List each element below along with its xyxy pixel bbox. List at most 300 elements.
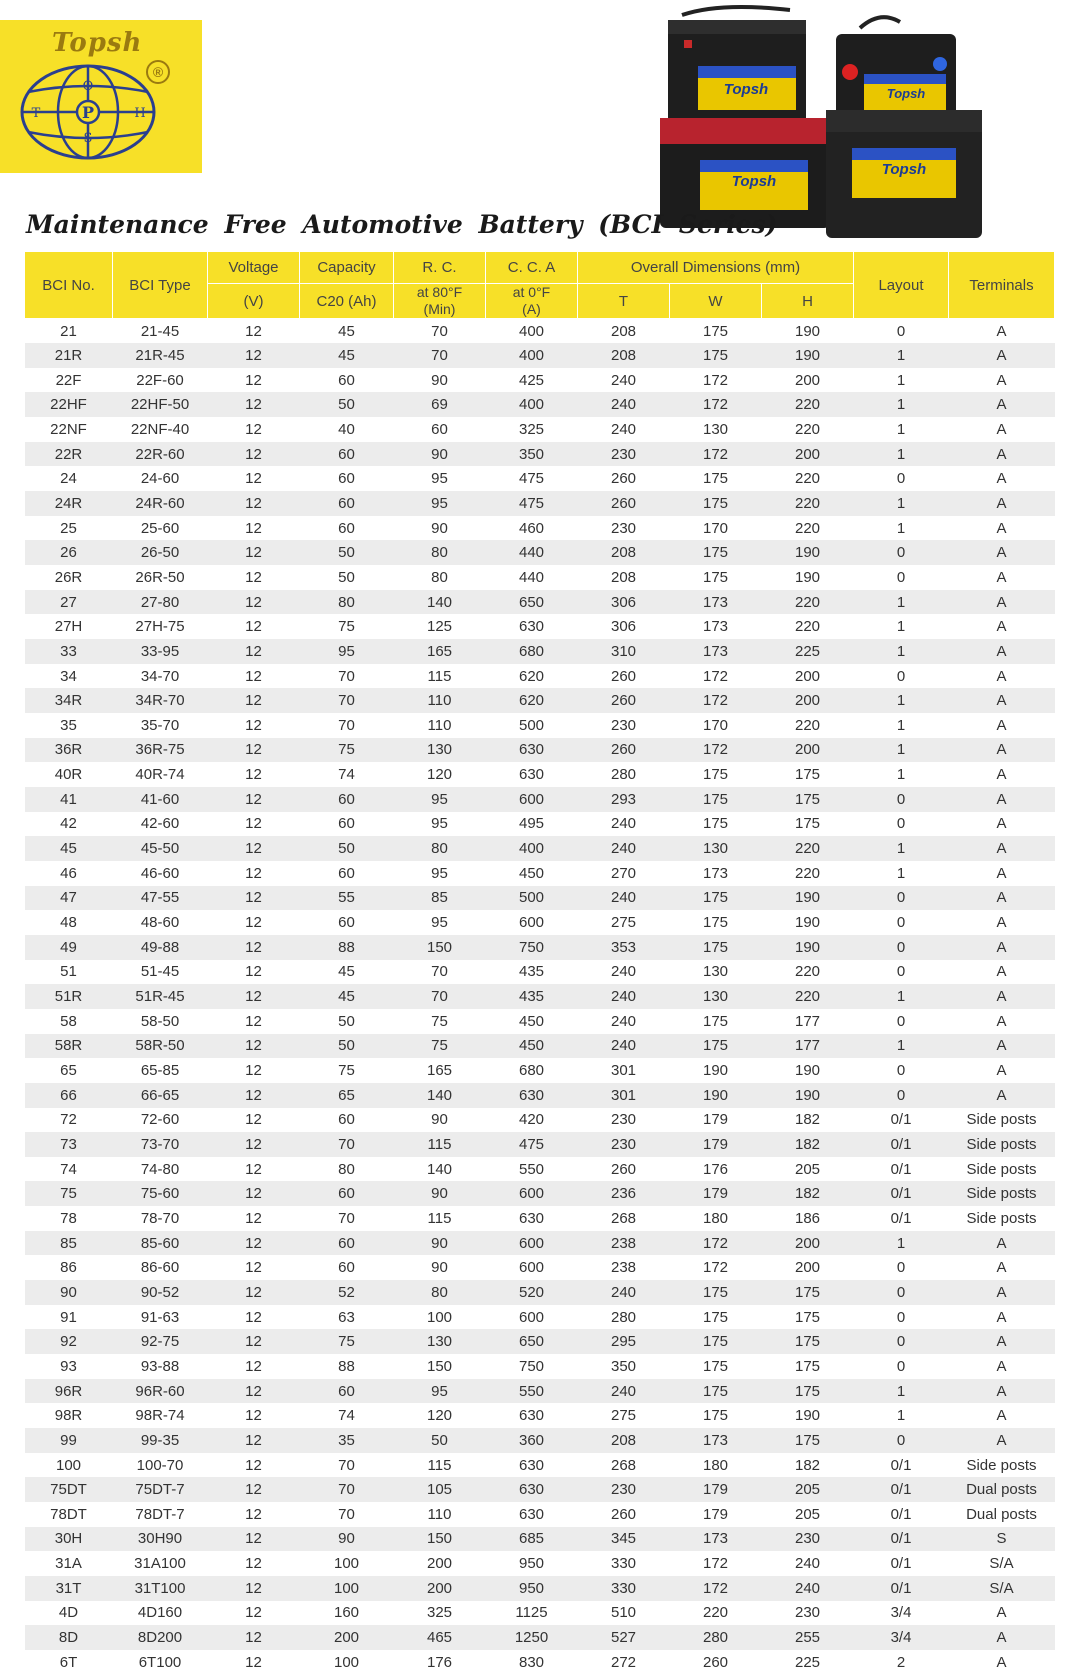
cell-dim-t: 208	[578, 343, 670, 368]
cell-dim-t: 272	[578, 1650, 670, 1675]
table-row	[25, 1009, 1055, 1034]
cell-layout: 0	[854, 1428, 949, 1453]
table-row	[25, 1280, 1055, 1305]
cell-bci-type: 45-50	[113, 836, 208, 861]
cell-voltage: 12	[208, 639, 300, 664]
table-row	[25, 565, 1055, 590]
cell-dim-w: 179	[670, 1108, 762, 1133]
cell-capacity: 70	[300, 1206, 394, 1231]
cell-dim-h: 240	[762, 1576, 854, 1601]
cell-rc: 70	[394, 960, 486, 985]
cell-terminals: A	[949, 812, 1055, 837]
cell-bci-type: 40R-74	[113, 762, 208, 787]
cell-bci-type: 30H90	[113, 1527, 208, 1552]
cell-cca: 450	[486, 1034, 578, 1059]
cell-dim-t: 280	[578, 762, 670, 787]
cell-layout: 0	[854, 1058, 949, 1083]
cell-terminals: Side posts	[949, 1453, 1055, 1478]
cell-bci-type: 93-88	[113, 1354, 208, 1379]
cell-terminals: A	[949, 984, 1055, 1009]
cell-voltage: 12	[208, 1034, 300, 1059]
cell-dim-w: 172	[670, 368, 762, 393]
cell-rc: 85	[394, 886, 486, 911]
cell-cca: 440	[486, 565, 578, 590]
cell-voltage: 12	[208, 713, 300, 738]
cell-dim-t: 208	[578, 319, 670, 344]
table-row	[25, 516, 1055, 541]
cell-terminals: A	[949, 565, 1055, 590]
cell-capacity: 95	[300, 639, 394, 664]
cell-dim-h: 225	[762, 639, 854, 664]
cell-voltage: 12	[208, 664, 300, 689]
cell-bci-no: 72	[25, 1108, 113, 1133]
cell-rc: 95	[394, 812, 486, 837]
col-header-bci-no: BCI No.	[25, 252, 113, 319]
cell-terminals: Dual posts	[949, 1477, 1055, 1502]
cell-dim-t: 260	[578, 466, 670, 491]
globe-letter: P	[81, 103, 95, 122]
cell-cca: 750	[486, 935, 578, 960]
cell-rc: 90	[394, 1108, 486, 1133]
cell-bci-no: 24R	[25, 491, 113, 516]
cell-bci-type: 25-60	[113, 516, 208, 541]
cell-layout: 0/1	[854, 1477, 949, 1502]
cell-dim-w: 172	[670, 738, 762, 763]
cell-bci-no: 51R	[25, 984, 113, 1009]
cell-capacity: 35	[300, 1428, 394, 1453]
cell-cca: 830	[486, 1650, 578, 1675]
cell-dim-w: 175	[670, 935, 762, 960]
cell-dim-t: 270	[578, 861, 670, 886]
cell-capacity: 70	[300, 664, 394, 689]
cell-layout: 0	[854, 1083, 949, 1108]
cell-dim-t: 240	[578, 1379, 670, 1404]
cell-bci-type: 31T100	[113, 1576, 208, 1601]
cell-voltage: 12	[208, 417, 300, 442]
cell-capacity: 75	[300, 1058, 394, 1083]
cell-dim-t: 260	[578, 1157, 670, 1182]
cell-voltage: 12	[208, 442, 300, 467]
cell-voltage: 12	[208, 1329, 300, 1354]
cell-rc: 95	[394, 466, 486, 491]
cell-layout: 0	[854, 812, 949, 837]
cell-voltage: 12	[208, 787, 300, 812]
cell-dim-h: 220	[762, 491, 854, 516]
cell-dim-w: 173	[670, 614, 762, 639]
cell-dim-w: 130	[670, 960, 762, 985]
cell-dim-w: 172	[670, 1255, 762, 1280]
cell-rc: 110	[394, 713, 486, 738]
cell-dim-h: 220	[762, 590, 854, 615]
cell-bci-type: 24R-60	[113, 491, 208, 516]
cell-dim-h: 200	[762, 1231, 854, 1256]
cell-terminals: A	[949, 343, 1055, 368]
cell-bci-type: 91-63	[113, 1305, 208, 1330]
cell-cca: 630	[486, 1083, 578, 1108]
cell-voltage: 12	[208, 368, 300, 393]
cell-dim-t: 208	[578, 540, 670, 565]
cell-dim-w: 260	[670, 1650, 762, 1675]
cell-voltage: 12	[208, 1354, 300, 1379]
cell-dim-w: 173	[670, 1527, 762, 1552]
cell-dim-h: 225	[762, 1650, 854, 1675]
cell-cca: 440	[486, 540, 578, 565]
table-row	[25, 1403, 1055, 1428]
cell-cca: 750	[486, 1354, 578, 1379]
cell-dim-h: 175	[762, 1354, 854, 1379]
cell-cca: 400	[486, 319, 578, 344]
cell-cca: 360	[486, 1428, 578, 1453]
cell-layout: 0	[854, 565, 949, 590]
globe-letter: H	[134, 106, 146, 121]
cell-dim-t: 240	[578, 392, 670, 417]
cell-voltage: 12	[208, 1601, 300, 1626]
cell-terminals: A	[949, 762, 1055, 787]
cell-capacity: 45	[300, 343, 394, 368]
cell-dim-h: 200	[762, 442, 854, 467]
table-row	[25, 688, 1055, 713]
cell-dim-h: 175	[762, 1305, 854, 1330]
cell-bci-no: 30H	[25, 1527, 113, 1552]
cell-bci-no: 91	[25, 1305, 113, 1330]
cell-dim-w: 175	[670, 343, 762, 368]
cell-voltage: 12	[208, 886, 300, 911]
cell-layout: 1	[854, 688, 949, 713]
cell-layout: 1	[854, 442, 949, 467]
cell-bci-no: 58R	[25, 1034, 113, 1059]
cell-terminals: A	[949, 688, 1055, 713]
cell-bci-type: 34-70	[113, 664, 208, 689]
cell-capacity: 74	[300, 1403, 394, 1428]
cell-cca: 630	[486, 614, 578, 639]
cell-capacity: 60	[300, 1255, 394, 1280]
cell-layout: 0	[854, 1255, 949, 1280]
col-header-bci-type: BCI Type	[113, 252, 208, 319]
cell-dim-t: 527	[578, 1625, 670, 1650]
cell-dim-w: 180	[670, 1206, 762, 1231]
cell-capacity: 70	[300, 1453, 394, 1478]
cell-cca: 630	[486, 1453, 578, 1478]
cell-voltage: 12	[208, 1379, 300, 1404]
col-header-capacity: Capacity	[300, 252, 394, 284]
cell-cca: 325	[486, 417, 578, 442]
table-row	[25, 1650, 1055, 1675]
cell-voltage: 12	[208, 1477, 300, 1502]
cell-rc: 200	[394, 1576, 486, 1601]
cell-cca: 685	[486, 1527, 578, 1552]
cell-layout: 0/1	[854, 1502, 949, 1527]
cell-dim-t: 240	[578, 886, 670, 911]
cell-voltage: 12	[208, 1083, 300, 1108]
cell-terminals: A	[949, 1034, 1055, 1059]
cell-voltage: 12	[208, 1576, 300, 1601]
cell-dim-h: 190	[762, 935, 854, 960]
cell-terminals: A	[949, 1379, 1055, 1404]
cell-voltage: 12	[208, 1206, 300, 1231]
cell-rc: 90	[394, 1231, 486, 1256]
cell-terminals: A	[949, 910, 1055, 935]
cell-dim-w: 173	[670, 590, 762, 615]
cell-rc: 50	[394, 1428, 486, 1453]
cell-dim-t: 240	[578, 1009, 670, 1034]
cell-cca: 500	[486, 713, 578, 738]
globe-letter: T	[31, 106, 41, 121]
cell-layout: 1	[854, 417, 949, 442]
cell-rc: 90	[394, 368, 486, 393]
cell-cca: 450	[486, 861, 578, 886]
cell-dim-w: 172	[670, 1576, 762, 1601]
cell-terminals: A	[949, 442, 1055, 467]
cell-layout: 0/1	[854, 1576, 949, 1601]
cell-voltage: 12	[208, 812, 300, 837]
cell-terminals: A	[949, 738, 1055, 763]
cell-bci-type: 72-60	[113, 1108, 208, 1133]
cell-rc: 80	[394, 1280, 486, 1305]
cell-terminals: A	[949, 1255, 1055, 1280]
cell-dim-t: 275	[578, 910, 670, 935]
cell-bci-no: 36R	[25, 738, 113, 763]
cell-bci-type: 34R-70	[113, 688, 208, 713]
table-row	[25, 319, 1055, 344]
cell-terminals: A	[949, 1601, 1055, 1626]
cell-bci-type: 22HF-50	[113, 392, 208, 417]
cell-cca: 550	[486, 1379, 578, 1404]
cell-dim-h: 190	[762, 1403, 854, 1428]
cell-cca: 435	[486, 960, 578, 985]
cell-dim-w: 175	[670, 1403, 762, 1428]
cell-capacity: 52	[300, 1280, 394, 1305]
cell-rc: 130	[394, 738, 486, 763]
cell-dim-h: 200	[762, 664, 854, 689]
cell-dim-h: 175	[762, 1428, 854, 1453]
cell-capacity: 70	[300, 688, 394, 713]
cell-capacity: 60	[300, 516, 394, 541]
cell-dim-t: 230	[578, 442, 670, 467]
col-unit-cca-line2: (A)	[522, 301, 541, 317]
cell-terminals: Dual posts	[949, 1502, 1055, 1527]
cell-rc: 69	[394, 392, 486, 417]
table-row	[25, 1108, 1055, 1133]
table-row	[25, 343, 1055, 368]
cell-rc: 140	[394, 1083, 486, 1108]
cell-dim-w: 175	[670, 466, 762, 491]
cell-layout: 1	[854, 861, 949, 886]
battery-label: Topsh	[731, 173, 777, 190]
cell-dim-h: 186	[762, 1206, 854, 1231]
cell-dim-w: 130	[670, 984, 762, 1009]
cell-dim-w: 175	[670, 1305, 762, 1330]
cell-terminals: S/A	[949, 1576, 1055, 1601]
globe-letter: S	[83, 131, 93, 146]
cell-voltage: 12	[208, 688, 300, 713]
cell-bci-no: 26	[25, 540, 113, 565]
table-row	[25, 1527, 1055, 1552]
table-row	[25, 935, 1055, 960]
cell-bci-type: 22F-60	[113, 368, 208, 393]
cell-bci-type: 58-50	[113, 1009, 208, 1034]
cell-rc: 115	[394, 664, 486, 689]
table-row	[25, 713, 1055, 738]
cell-cca: 650	[486, 590, 578, 615]
cell-bci-no: 49	[25, 935, 113, 960]
cell-rc: 90	[394, 1255, 486, 1280]
cell-dim-t: 230	[578, 1477, 670, 1502]
cell-dim-h: 182	[762, 1453, 854, 1478]
table-row	[25, 1305, 1055, 1330]
table-row	[25, 540, 1055, 565]
cell-terminals: A	[949, 1625, 1055, 1650]
col-unit-rc-line2: (Min)	[423, 301, 456, 317]
cell-voltage: 12	[208, 540, 300, 565]
cell-rc: 60	[394, 417, 486, 442]
cell-cca: 630	[486, 1403, 578, 1428]
cell-dim-t: 240	[578, 1280, 670, 1305]
cell-voltage: 12	[208, 343, 300, 368]
cell-dim-t: 306	[578, 590, 670, 615]
cell-capacity: 75	[300, 1329, 394, 1354]
cell-bci-type: 48-60	[113, 910, 208, 935]
cell-bci-no: 27H	[25, 614, 113, 639]
cell-cca: 500	[486, 886, 578, 911]
cell-bci-no: 35	[25, 713, 113, 738]
cell-rc: 176	[394, 1650, 486, 1675]
cell-cca: 630	[486, 762, 578, 787]
cell-voltage: 12	[208, 1551, 300, 1576]
cell-dim-t: 240	[578, 960, 670, 985]
cell-bci-no: 99	[25, 1428, 113, 1453]
cell-cca: 650	[486, 1329, 578, 1354]
cell-cca: 600	[486, 1255, 578, 1280]
cell-voltage: 12	[208, 1181, 300, 1206]
cell-dim-h: 220	[762, 960, 854, 985]
cell-layout: 0	[854, 910, 949, 935]
cell-rc: 200	[394, 1551, 486, 1576]
cell-rc: 90	[394, 442, 486, 467]
cell-cca: 495	[486, 812, 578, 837]
cell-bci-no: 31T	[25, 1576, 113, 1601]
cell-bci-type: 85-60	[113, 1231, 208, 1256]
table-row	[25, 886, 1055, 911]
table-row	[25, 466, 1055, 491]
table-row	[25, 1231, 1055, 1256]
cell-bci-no: 41	[25, 787, 113, 812]
cell-dim-w: 172	[670, 392, 762, 417]
cell-dim-h: 177	[762, 1034, 854, 1059]
cell-dim-h: 255	[762, 1625, 854, 1650]
cell-cca: 420	[486, 1108, 578, 1133]
cell-dim-t: 238	[578, 1231, 670, 1256]
cell-dim-h: 200	[762, 738, 854, 763]
cell-rc: 140	[394, 590, 486, 615]
battery-spec-table	[24, 251, 1055, 1675]
cell-layout: 1	[854, 984, 949, 1009]
cell-capacity: 88	[300, 935, 394, 960]
cell-bci-no: 22R	[25, 442, 113, 467]
table-row	[25, 614, 1055, 639]
cell-terminals: A	[949, 836, 1055, 861]
cell-dim-w: 175	[670, 812, 762, 837]
cell-bci-type: 47-55	[113, 886, 208, 911]
table-row	[25, 664, 1055, 689]
cell-layout: 0/1	[854, 1157, 949, 1182]
table-row	[25, 1181, 1055, 1206]
cell-rc: 130	[394, 1329, 486, 1354]
cell-layout: 1	[854, 590, 949, 615]
cell-capacity: 45	[300, 960, 394, 985]
cell-bci-type: 35-70	[113, 713, 208, 738]
cell-dim-w: 175	[670, 1034, 762, 1059]
cell-bci-no: 8D	[25, 1625, 113, 1650]
table-row	[25, 1625, 1055, 1650]
cell-voltage: 12	[208, 590, 300, 615]
cell-dim-w: 179	[670, 1477, 762, 1502]
table-header-row	[25, 252, 1055, 284]
cell-terminals: A	[949, 1058, 1055, 1083]
cell-terminals: A	[949, 1329, 1055, 1354]
cell-terminals: A	[949, 392, 1055, 417]
cell-dim-h: 190	[762, 565, 854, 590]
cell-terminals: Side posts	[949, 1181, 1055, 1206]
cell-capacity: 60	[300, 1181, 394, 1206]
cell-bci-type: 92-75	[113, 1329, 208, 1354]
cell-terminals: A	[949, 1403, 1055, 1428]
cell-dim-w: 173	[670, 1428, 762, 1453]
cell-capacity: 65	[300, 1083, 394, 1108]
cell-dim-w: 130	[670, 417, 762, 442]
cell-dim-h: 175	[762, 1280, 854, 1305]
cell-dim-w: 175	[670, 540, 762, 565]
cell-bci-no: 33	[25, 639, 113, 664]
cell-bci-type: 26R-50	[113, 565, 208, 590]
cell-terminals: A	[949, 590, 1055, 615]
cell-capacity: 70	[300, 713, 394, 738]
table-row	[25, 368, 1055, 393]
cell-dim-h: 220	[762, 466, 854, 491]
cell-cca: 425	[486, 368, 578, 393]
table-row	[25, 1453, 1055, 1478]
cell-voltage: 12	[208, 836, 300, 861]
cell-terminals: A	[949, 1428, 1055, 1453]
table-row	[25, 861, 1055, 886]
col-header-dimensions: Overall Dimensions (mm)	[578, 252, 854, 284]
cell-dim-h: 190	[762, 343, 854, 368]
cell-cca: 400	[486, 392, 578, 417]
cell-bci-type: 27H-75	[113, 614, 208, 639]
cell-layout: 2	[854, 1650, 949, 1675]
cell-voltage: 12	[208, 910, 300, 935]
cell-bci-no: 40R	[25, 762, 113, 787]
cell-bci-type: 98R-74	[113, 1403, 208, 1428]
cell-cca: 600	[486, 910, 578, 935]
cell-bci-type: 51-45	[113, 960, 208, 985]
table-row	[25, 1379, 1055, 1404]
cell-capacity: 74	[300, 762, 394, 787]
cell-voltage: 12	[208, 1058, 300, 1083]
cell-dim-t: 260	[578, 1502, 670, 1527]
cell-voltage: 12	[208, 1502, 300, 1527]
cell-voltage: 12	[208, 516, 300, 541]
cell-cca: 435	[486, 984, 578, 1009]
cell-dim-w: 179	[670, 1132, 762, 1157]
cell-capacity: 60	[300, 1231, 394, 1256]
cell-dim-t: 236	[578, 1181, 670, 1206]
cell-cca: 475	[486, 466, 578, 491]
cell-layout: 1	[854, 762, 949, 787]
cell-bci-type: 31A100	[113, 1551, 208, 1576]
cell-layout: 0	[854, 1305, 949, 1330]
cell-dim-h: 205	[762, 1477, 854, 1502]
col-header-layout: Layout	[854, 252, 949, 319]
